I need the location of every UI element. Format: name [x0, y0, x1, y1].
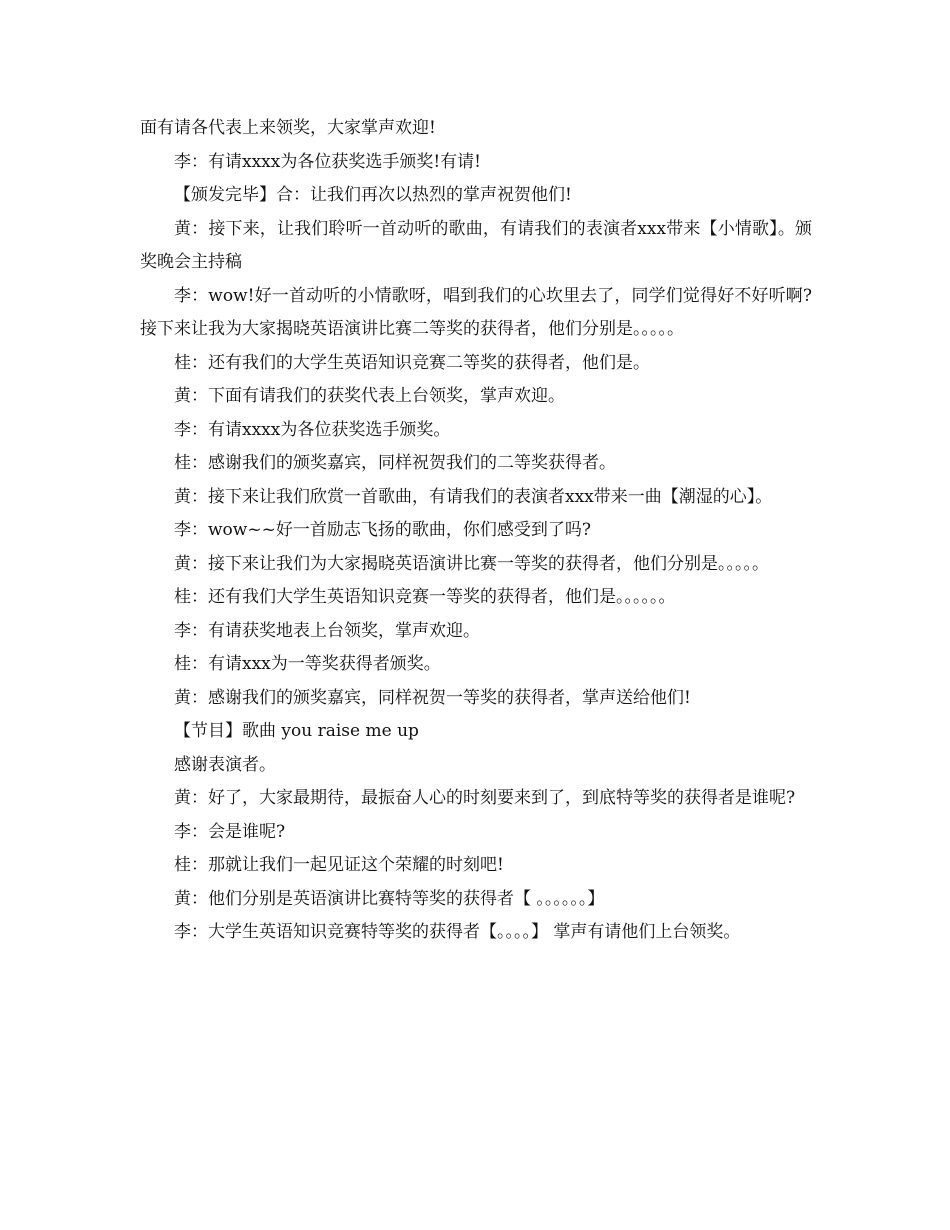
paragraph: 李：大学生英语知识竞赛特等奖的获得者【。。。。】 掌声有请他们上台领奖。 — [174, 922, 741, 942]
paragraph: 桂：还有我们的大学生英语知识竞赛二等奖的获得者，他们是。 — [174, 352, 650, 373]
paragraph: 李：有请xxxx为各位获奖选手颁奖。 — [174, 419, 451, 440]
paragraph: 桂：还有我们大学生英语知识竞赛一等奖的获得者，他们是。。。。。。 — [174, 587, 676, 607]
paragraph: 桂：那就让我们一起见证这个荣耀的时刻吧! — [174, 855, 504, 875]
paragraph: 李：wow!好一首动听的小情歌呀，唱到我们的心坎里去了，同学们觉得好不好听啊?接下来让我为大家揭晓英语演讲比赛二等奖的获得者，他们分别是。。。。。 — [140, 285, 812, 339]
paragraph: 李：wow~~好一首励志飞扬的歌曲，你们感受到了吗? — [174, 520, 591, 540]
paragraph: 黄：接下来让我们欣赏一首歌曲，有请我们的表演者xxx带来一曲【潮湿的心】。 — [174, 486, 773, 507]
paragraph: 桂：感谢我们的颁奖嘉宾，同样祝贺我们的二等奖获得者。 — [174, 453, 616, 473]
document-body — [140, 112, 812, 950]
paragraph: 【节目】歌曲 you raise me up — [174, 721, 419, 741]
paragraph: 桂：有请xxx为一等奖获得者颁奖。 — [174, 654, 441, 674]
paragraph: 黄：接下来让我们为大家揭晓英语演讲比赛一等奖的获得者，他们分别是。。。。。 — [174, 553, 769, 574]
paragraph: 感谢表演者。 — [174, 754, 276, 775]
paragraph: 黄：下面有请我们的获奖代表上台领奖，掌声欢迎。 — [174, 386, 565, 406]
paragraph: 李：有请获奖地表上台领奖，掌声欢迎。 — [174, 620, 480, 641]
paragraph: 【颁发完毕】合：让我们再次以热烈的掌声祝贺他们! — [174, 185, 572, 205]
paragraph: 李：会是谁呢? — [174, 821, 286, 842]
paragraph: 黄：好了，大家最期待，最振奋人心的时刻要来到了，到底特等奖的获得者是谁呢? — [174, 788, 796, 808]
paragraph: 黄：接下来，让我们聆听一首动听的歌曲，有请我们的表演者xxx带来【小情歌】。颁奖晚会主持稿 — [140, 218, 812, 272]
paragraph: 黄：感谢我们的颁奖嘉宾，同样祝贺一等奖的获得者，掌声送给他们! — [174, 687, 691, 708]
paragraph: 李：有请xxxx为各位获奖选手颁奖!有请! — [174, 151, 482, 172]
paragraph: 黄：他们分别是英语演讲比赛特等奖的获得者【 。。。。。。】 — [174, 888, 605, 909]
paragraph: 面有请各代表上来领奖，大家掌声欢迎! — [140, 118, 436, 138]
